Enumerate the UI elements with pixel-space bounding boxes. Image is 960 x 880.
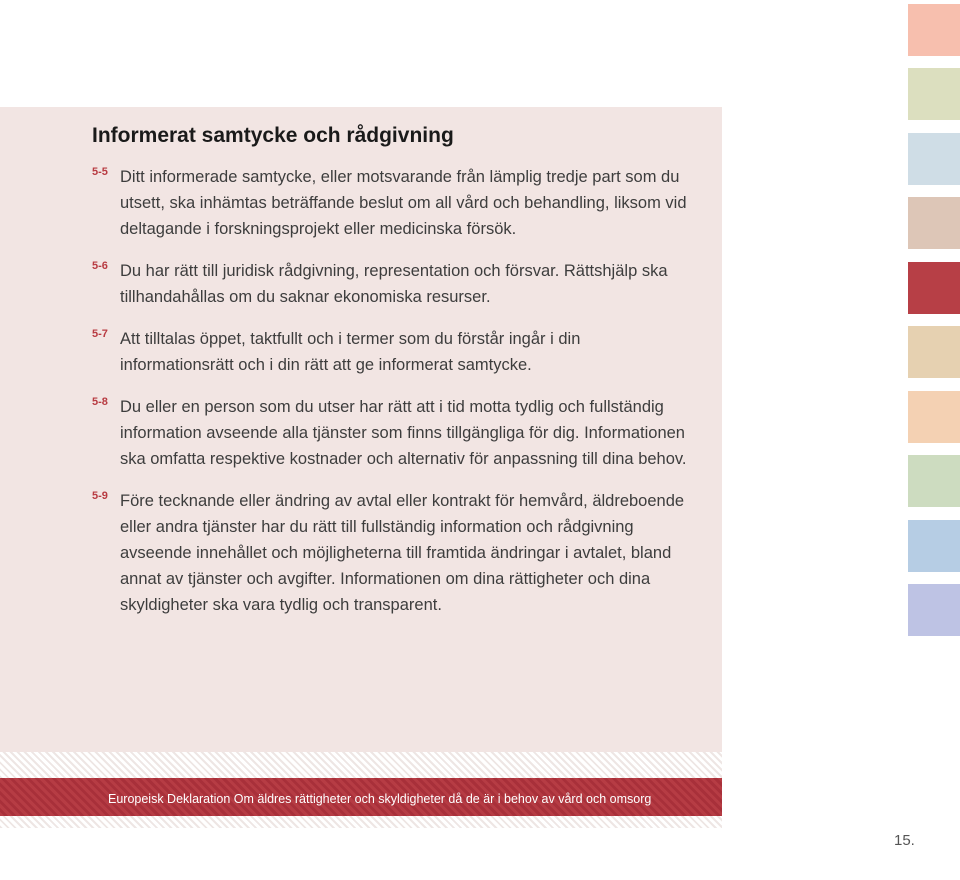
hatch-band-top [0,752,722,778]
hatch-band-bottom [0,816,722,828]
article-text: Du eller en person som du utser har rätt att i tid motta tydlig och fullständig information avseende alla tjänster som finns tillgängliga för dig. Informationen ska omfatta respektive kostnader och alternativ för anpassning till dina behov. [120,398,687,468]
color-swatch [908,584,960,636]
footer-text: Europeisk Deklaration Om äldres rättigheter och skyldigheter då de är i behov av vård och omsorg [108,792,652,806]
article-text: Ditt informerade samtycke, eller motsvarande från lämplig tredje part som du utsett, ska inhämtas beträffande beslut om all vård och behandling, liksom vid deltagande i forskningsprojekt eller medicinska försök. [120,168,687,238]
color-swatch [908,520,960,572]
page-number: 15. [894,832,915,849]
article-list [0,164,722,634]
article-item [0,164,722,242]
color-swatch [908,326,960,378]
article-number: 5-9 [92,490,108,502]
article-item [0,488,722,618]
article-text: Att tilltalas öppet, taktfullt och i termer som du förstår ingår i din informationsrätt och i din rätt att ge informerat samtycke. [120,330,581,374]
article-item [0,394,722,472]
color-swatch [908,197,960,249]
article-number: 5-8 [92,396,108,408]
article-number: 5-7 [92,328,108,340]
color-swatch [908,391,960,443]
article-item [0,258,722,310]
color-swatch [908,455,960,507]
color-swatch [908,133,960,185]
article-text: Före tecknande eller ändring av avtal eller kontrakt för hemvård, äldreboende eller andra tjänster har du rätt till fullständig information och rådgivning avseende innehållet och möjligheterna till framtida ändringar i avtalet, bland annat av tjänster och avgifter. Informationen om dina rättigheter och dina skyldigheter ska vara tydlig och transparent. [120,492,685,614]
article-number: 5-5 [92,166,108,178]
article-text: Du har rätt till juridisk rådgivning, representation och försvar. Rättshjälp ska tillhandahållas om du saknar ekonomiska resurser. [120,262,668,306]
color-swatch [908,4,960,56]
section-title: Informerat samtycke och rådgivning [92,124,454,147]
color-swatch [908,262,960,314]
article-number: 5-6 [92,260,108,272]
article-item [0,326,722,378]
color-swatch [908,68,960,120]
